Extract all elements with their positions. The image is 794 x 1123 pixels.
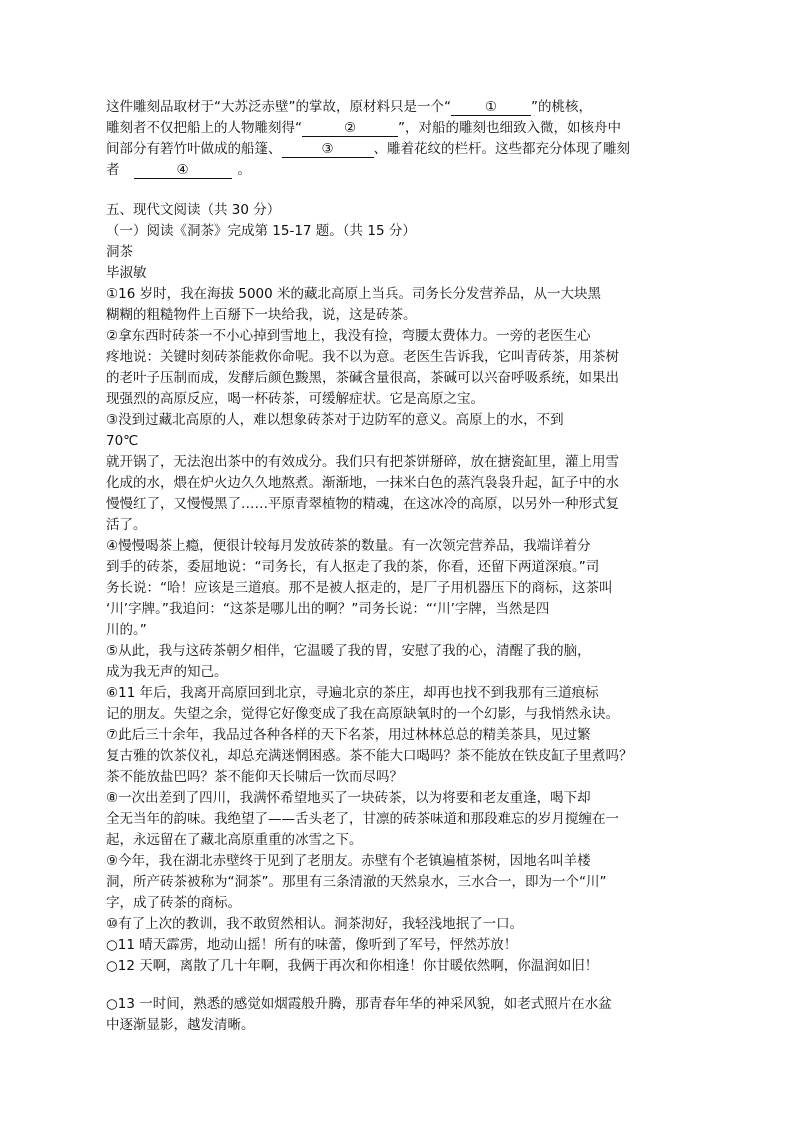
text: 间部分有箬竹叶做成的船篷、 [106, 141, 282, 157]
body-line: 70℃ [106, 433, 139, 449]
body-line: ⑩有了上次的教训，我不敢贸然相认。洞茶沏好，我轻浅地抿了一口。 [106, 916, 524, 932]
body-line: 中逐渐显影，越发清晰。 [106, 1017, 255, 1033]
body-line: ○13 一时间，熟悉的感觉如烟霞般升腾，那青春年华的神采风貌，如老式照片在水盆 [106, 996, 612, 1012]
body-line: 现强烈的高原反应，喝一杯砖茶，可缓解症状。它是高原之宝。 [106, 391, 484, 407]
body-line: 疼地说：关键时刻砖茶能救你命呢。我不以为意。老医生告诉我，它叫青砖茶，用茶树 [106, 349, 619, 365]
text: 。 [237, 162, 251, 178]
body-line: ⑨今年，我在湖北赤壁终于见到了老朋友。赤壁有个老镇遍植茶树，因地名叫羊楼 [106, 853, 591, 869]
body-line: ①16 岁时，我在海拔 5000 米的藏北高原上当兵。司务长分发营养品，从一大块黑 [106, 286, 602, 302]
text: 、雕着花纹的栏杆。这些都充分体现了雕刻 [373, 141, 630, 157]
body-line: 起，永远留在了藏北高原重重的冰雪之下。 [106, 832, 363, 848]
article-author: 毕淑敏 [106, 265, 147, 281]
body-line: 全无当年的韵味。我绝望了——舌头老了，甘凛的砖茶味道和那段难忘的岁月搅缠在一 [106, 811, 619, 827]
body-line: ○11 晴天霹雳，地动山摇！所有的味蕾，像听到了军号，怦然苏放！ [106, 937, 518, 953]
text: ”的桃核， [530, 99, 592, 115]
blank-2: ② [302, 120, 398, 137]
body-line: ⑤从此，我与这砖茶朝夕相伴，它温暖了我的胃，安慰了我的心，清醒了我的脑， [106, 643, 591, 659]
body-line: 就开锅了，无法泡出茶中的有效成分。我们只有把茶饼掰碎，放在搪瓷缸里，灌上用雪 [106, 454, 619, 470]
body-line: 茶不能放盐巴吗？茶不能仰天长啸后一饮而尽吗？ [106, 769, 403, 785]
body-line: 记的朋友。失望之余，觉得它好像变成了我在高原缺氧时的一个幻影，与我悄然永诀。 [106, 706, 619, 722]
body-line: ②拿东西时砖茶一不小心掉到雪地上，我没有捡，弯腰太费体力。一旁的老医生心 [106, 328, 591, 344]
body-line: 复古雅的饮茶仪礼，却总充满迷惘困惑。茶不能大口喝吗？茶不能放在铁皮缸子里煮吗？ [106, 748, 633, 764]
text: 这件雕刻品取材于“大苏泛赤壁”的掌故，原材料只是一个“ [106, 99, 451, 115]
body-line: 字，成了砖茶的商标。 [106, 895, 241, 911]
body-line: ⑧一次出差到了四川，我满怀希望地买了一块砖茶，以为将要和老友重逢，喝下却 [106, 790, 591, 806]
text: ”，对船的雕刻也细致入微，如核舟中 [398, 120, 621, 136]
intro-line-2 [106, 118, 621, 138]
body-line: ‘川’字牌。”我追问：“这茶是哪儿出的啊？”司务长说：“‘川’字牌，当然是四 [106, 601, 550, 617]
blank-4: ④ [134, 162, 232, 179]
section-subheading: （一）阅读《洞茶》完成第 15-17 题。（共 15 分） [106, 223, 416, 239]
intro-line-4 [106, 160, 251, 180]
body-line: 川的。” [106, 622, 147, 638]
body-line: ⑥11 年后，我离开高原回到北京，寻遍北京的茶庄，却再也找不到我那有三道痕标 [106, 685, 599, 701]
body-line: 活了。 [106, 517, 147, 533]
body-line: 糊糊的粗糙物件上百掰下一块给我，说，这是砖茶。 [106, 307, 417, 323]
body-line: ○12 天啊，离散了几十年啊，我俩于再次和你相逢！你甘暖依然啊，你温润如旧！ [106, 958, 599, 974]
body-line: ③没到过藏北高原的人，难以想象砖茶对于边防军的意义。高原上的水，不到 [106, 412, 564, 428]
body-line: 洞，所产砖茶被称为“洞茶”。那里有三条清澈的天然泉水，三水合一，即为一个“川” [106, 874, 607, 890]
body-line: 成为我无声的知己。 [106, 664, 228, 680]
body-line: 的老叶子压制而成，发酵后颜色黢黑，茶碱含量很高，茶碱可以兴奋呼吸系统，如果出 [106, 370, 619, 386]
body-line: 化成的水，煨在炉火边久久地熬煮。渐渐地，一抹米白色的蒸汽袅袅升起，缸子中的水 [106, 475, 619, 491]
text: 雕刻者不仅把船上的人物雕刻得“ [106, 120, 302, 136]
body-line: 慢慢红了，又慢慢黑了……平原青翠植物的精魂，在这冰冷的高原，以另外一种形式复 [106, 496, 619, 512]
body-line: 务长说：“哈！应该是三道痕。那不是被人抠走的，是厂子用机器压下的商标，这茶叫 [106, 580, 613, 596]
intro-line-3 [106, 139, 630, 159]
blank-3: ③ [282, 141, 374, 158]
blank-1: ① [451, 99, 531, 116]
body-line: 到手的砖茶，委屈地说：“司务长，有人抠走了我的茶，你看，还留下两道深痕。”司 [106, 559, 600, 575]
text: 者 [106, 162, 120, 178]
body-line: ⑦此后三十余年，我品过各种各样的天下名茶，用过林林总总的精美茶具，见过繁 [106, 727, 591, 743]
article-title: 洞茶 [106, 244, 133, 260]
intro-line-1 [106, 97, 592, 117]
section-heading: 五、现代文阅读（共 30 分） [106, 202, 281, 218]
body-line: ④慢慢喝茶上瘾，便很计较每月发放砖茶的数量。有一次领完营养品，我端详着分 [106, 538, 591, 554]
